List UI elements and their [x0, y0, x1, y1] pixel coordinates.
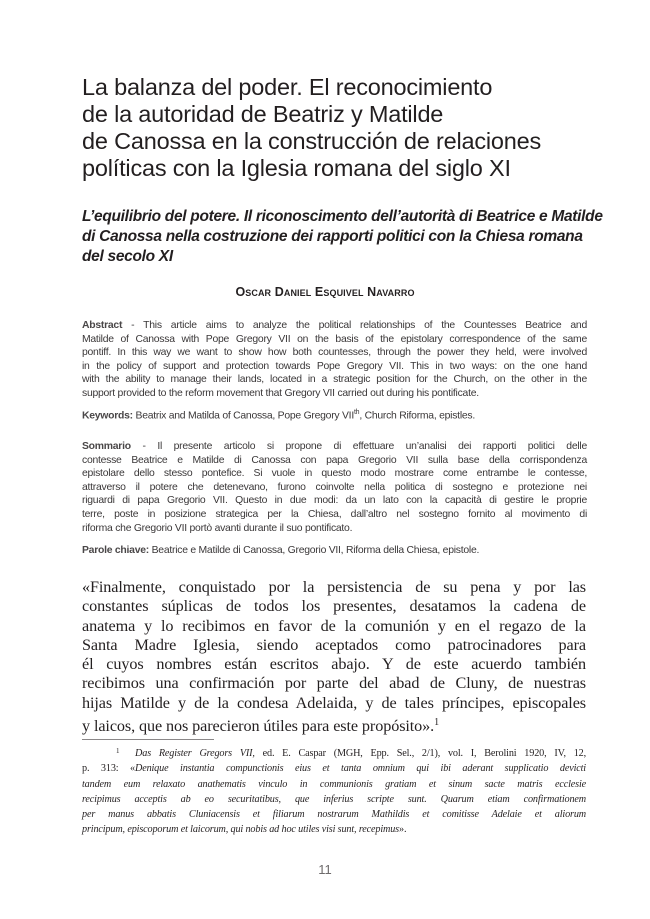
footnote-italic: recipimus acceptis ab eo securitatibus, que inferius scripte sunt. Quarum etiam confirmationem [82, 793, 586, 805]
footnote-italic: per manus abbatis Cluniacensis et filiarum nostrarum Mathildis et comitisse Adelaie et aliorum [82, 809, 586, 821]
abstract-line: Matilde of Canossa with Pope Gregory VII on the basis of the epistolary correspondence of the same [82, 333, 587, 345]
footnote-reference[interactable]: 1 [434, 717, 440, 729]
quote-line: él cuyos nombres están escritos abajo. Y de este acuerdo también [82, 655, 586, 674]
article-title [82, 74, 602, 182]
quote-line: «Finalmente, conquistado por la persistencia de su pena y por las [82, 578, 586, 596]
keywords-superscript: th [353, 409, 360, 416]
title-line: de la autoridad de Beatriz y Matilde [82, 101, 444, 127]
footnote-italic: Das Register Gregors VII, [135, 748, 255, 759]
quote-line: recibimos una confirmación por parte del abad de Cluny, de nuestras [82, 674, 586, 693]
footnote-line [82, 792, 586, 807]
sommario-section [82, 440, 587, 535]
footnote-text: ». [399, 824, 407, 836]
author-name: Oscar Daniel Esquivel Navarro [235, 285, 415, 299]
footnote-text: ed. E. Caspar (MGH, Epp. Sel., 2/1), vol. I, Berolini 1920, IV, 12, [254, 748, 586, 759]
footnote-number: 1 [116, 747, 120, 755]
parole-chiave-line [82, 544, 587, 558]
title-line: La balanza del poder. El reconocimiento [82, 74, 493, 100]
quote-line: hijas Matilde y de la condesa Adelaida, y de tales príncipes, episcopales [82, 693, 586, 712]
sommario-text: - Il presente articolo si propone di effettuare un’analisi dei rapporti politici delle [130, 441, 587, 452]
quote-line: Santa Madre Iglesia, siendo aceptados como patrocinadores para [82, 635, 586, 654]
keywords-text: Beatrix and Matilda of Canossa, Pope Gregory VII [132, 410, 354, 422]
title-line: de Canossa en la construcción de relaciones [82, 128, 542, 154]
sommario-line [82, 440, 587, 454]
keywords-line [82, 406, 587, 423]
subtitle-line: di Canossa nella costruzione dei rapporti politici con la Chiesa romana [82, 228, 583, 245]
quote-last-text: y laicos, que nos parecieron útiles para este propósito». [82, 717, 435, 736]
sommario-line: contesse Beatrice e Matilde di Canossa con papa Gregorio VII sulla base della corrispondenza [82, 454, 587, 466]
footnote-line [82, 744, 586, 761]
abstract-line: in the policy of support and protection towards Pope Gregory VII. This in two ways: on the one hand [82, 360, 587, 372]
abstract-line: support provided to the reform movement that Gregory VII carried out during his pontificate. [82, 387, 479, 399]
footnote-1 [82, 744, 586, 838]
sommario-line: terre, poste in posizione strategica per la Chiesa, dall’altro nel sostegno fornito al movimento di [82, 508, 587, 520]
parole-chiave-text: Beatrice e Matilde di Canossa, Gregorio VII, Riforma della Chiesa, epistole. [148, 545, 480, 556]
abstract-line: with the ability to manage their lands, located in a strategic position for the Church, on the other in the [82, 374, 587, 386]
article-subtitle-italian [82, 207, 603, 267]
footnote-line [82, 761, 586, 776]
title-line: políticas con la Iglesia romana del siglo XI [82, 155, 511, 181]
quote-line: constantes súplicas de todos los presentes, desatamos la cadena de [82, 597, 586, 616]
footnote-italic: Denique instantia compunctionis eius et tanta omnium qui ibi aderant supplicatio devicti [134, 763, 586, 775]
subtitle-line: L’equilibrio del potere. Il riconoscimento dell’autorità di Beatrice e Matilde [82, 208, 603, 225]
page-number: 11 [318, 862, 332, 877]
footnote-line [82, 822, 586, 837]
sommario-label: Sommario [82, 441, 131, 452]
quote-line: anatema y lo recibimos en favor de la comunión y en el regazo de la [82, 616, 586, 635]
parole-chiave-section [82, 544, 587, 558]
sommario-line: riguardi di papa Gregorio VII. Questo in due modi: da un lato con la capacità di gestire le proprie [82, 495, 587, 507]
parole-chiave-label: Parole chiave: [82, 545, 149, 556]
footnote-italic: tandem eum relaxato anathematis vinculo in communionis gratiam et sinum sacte matris ecclesie [82, 778, 586, 790]
epigraph-quote [82, 578, 586, 736]
keywords-label: Keywords: [82, 410, 133, 422]
abstract-line: pontiff. In this way we want to show how both countesses, through the power they held, were involved [82, 347, 587, 359]
abstract-line [82, 319, 587, 333]
sommario-line: attraverso il potere che detenevano, furono coinvolte nella politica di sostegno e protezione nei [82, 481, 587, 493]
keywords-text-end: , Church Riforma, epistles. [359, 410, 475, 422]
abstract-section [82, 319, 587, 401]
abstract-text: - This article aims to analyze the political relationships of the Countesses Beatrice and [122, 320, 587, 331]
subtitle-line: del secolo XI [82, 248, 173, 265]
footnote-italic: principum, episcoporum et laicorum, qui nobis ad hoc utiles visi sunt, recepimus [82, 824, 399, 836]
sommario-line: riforma che Gregorio VII portò avanti durante il suo pontificato. [82, 522, 353, 534]
abstract-label: Abstract [82, 320, 123, 331]
footnote-line [82, 807, 586, 822]
quote-line [82, 713, 586, 736]
keywords-section [82, 406, 587, 423]
footnote-text: p. 313: « [82, 763, 135, 775]
sommario-line: epistolare dello stesso pontefice. Si vuole in questo modo mostrare come entrambe le contesse, [82, 468, 587, 480]
footnote-separator [82, 739, 214, 740]
footnote-line [82, 777, 586, 792]
